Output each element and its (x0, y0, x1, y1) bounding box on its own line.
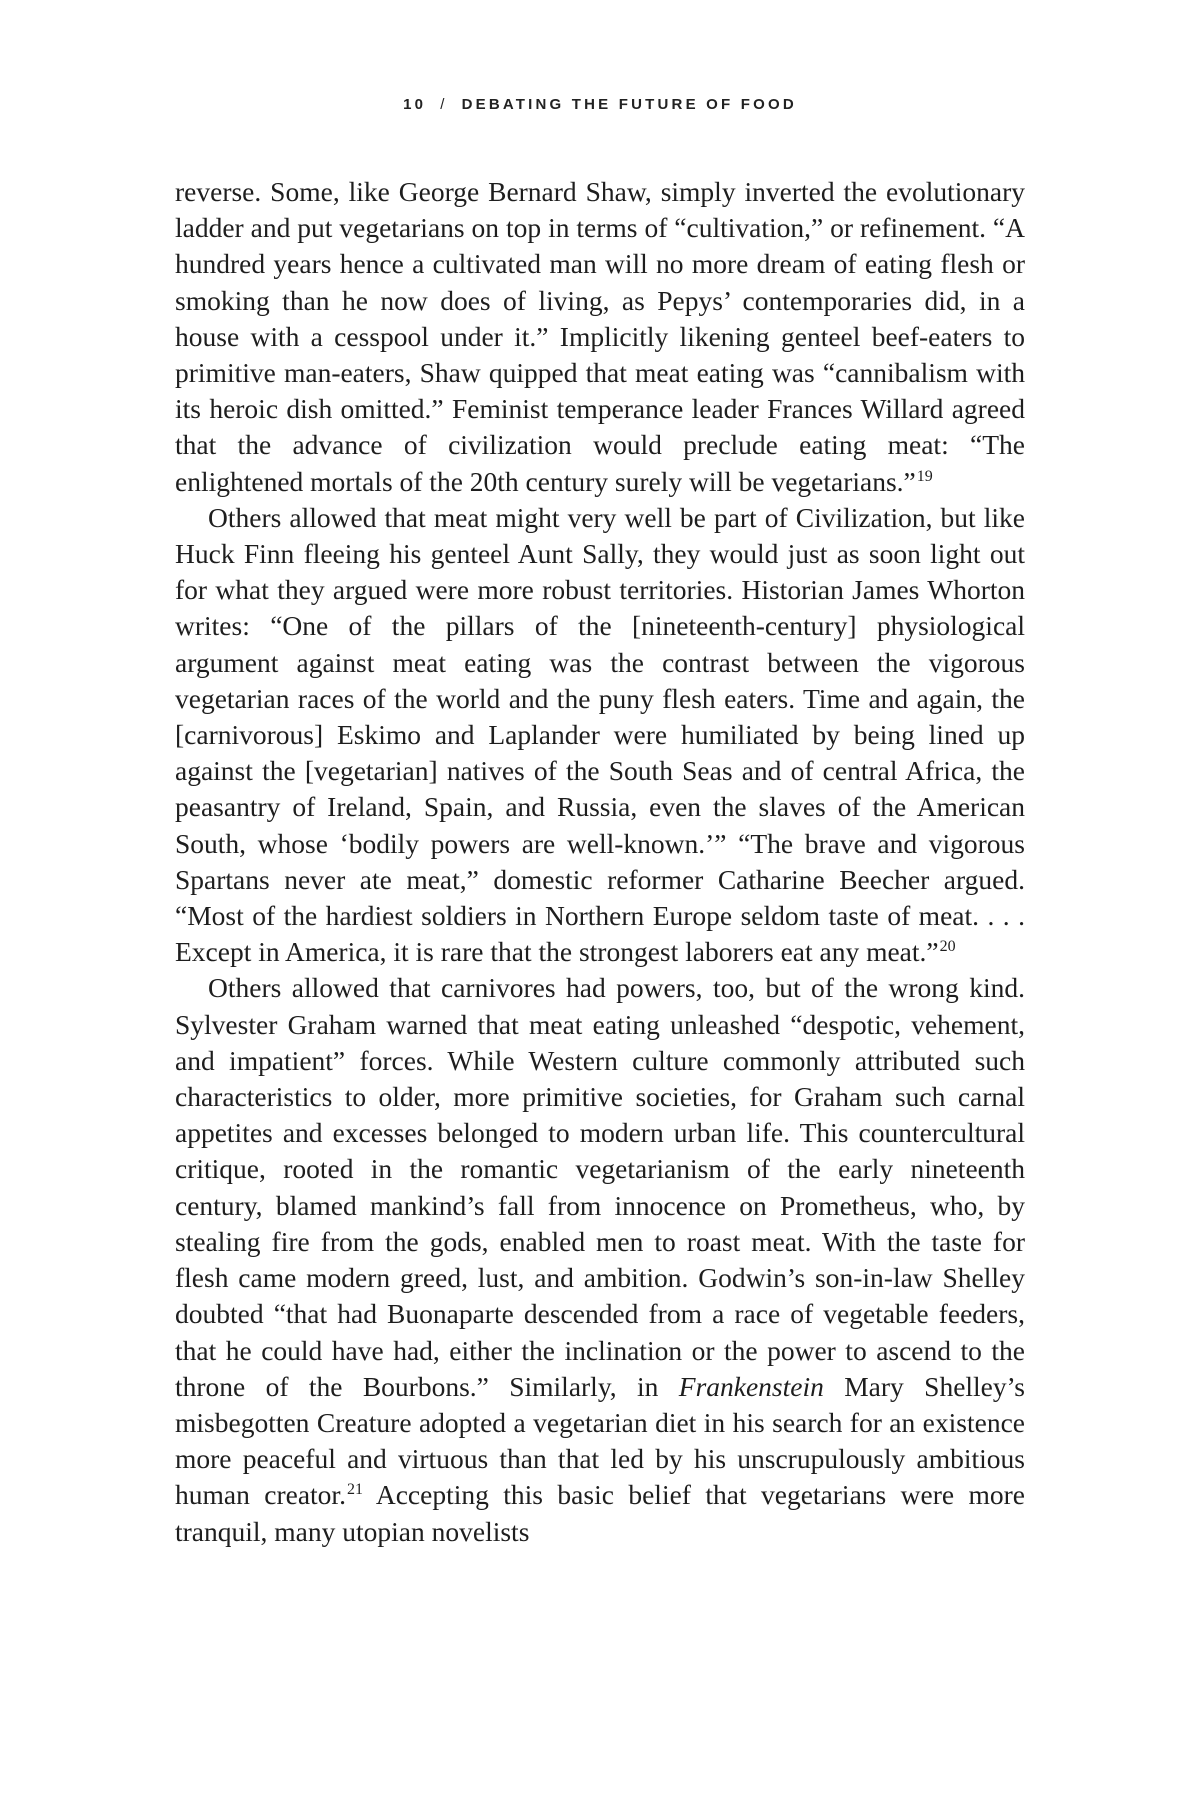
page-number: 10 (403, 96, 427, 113)
italic-title: Frankenstein (678, 1370, 824, 1402)
paragraph-text: reverse. Some, like George Bernard Shaw, simply inverted the evolutionary ladder and put vegetarians on top in terms of “cultivation,” or refinement. “A hundred years hence a cultivated man will no more dream of eating flesh or smoking than he now does of living, as Pepys’ contemporaries did, in a house with a cesspool under it.” Implicitly likening genteel beef-eaters to primitive man-eaters, Shaw quipped that meat eating was “cannibalism with its heroic dish omitted.” Feminist temperance leader Frances Willard agreed that the advance of civilization would preclude eating meat: “The enlightened mortals of the 20th century surely will be vegetarians.” (175, 176, 1025, 497)
paragraph-text: Accepting this basic belief that vegetarians were more tranquil, many utopian novelists (175, 1479, 1025, 1547)
running-head-separator: / (440, 96, 448, 113)
paragraph-text: Others allowed that carnivores had powers, too, but of the wrong kind. Sylvester Graham warned that meat eating unleashed “despotic, vehement, and impatient” forces. While Western culture commonly attributed such characteristics to older, more primitive societies, for Graham such carnal appetites and excesses belonged to modern urban life. This countercultural critique, rooted in the romantic vegetarianism of the early nineteenth century, blamed mankind’s fall from innocence on Prometheus, who, by stealing fire from the gods, enabled men to roast meat. With the taste for flesh came modern greed, lust, and ambition. Godwin’s son-in-law Shelley doubted “that had Buonaparte descended from a race of vegetable feeders, that he could have had, either the inclination or the power to ascend to the throne of the Bourbons.” Similarly, in (175, 972, 1025, 1402)
footnote-marker: 21 (346, 1481, 363, 1499)
running-head (0, 96, 1200, 113)
chapter-title: DEBATING THE FUTURE OF FOOD (461, 96, 797, 113)
paragraph-3 (175, 970, 1025, 1549)
footnote-marker: 19 (916, 467, 933, 485)
paragraph-2 (175, 500, 1025, 971)
body-text (175, 174, 1025, 1550)
footnote-marker: 20 (939, 938, 956, 956)
paragraph-text: Others allowed that meat might very well be part of Civilization, but like Huck Finn fleeing his genteel Aunt Sally, they would just as soon light out for what they argued were more robust territories. Historian James Whorton writes: “One of the pillars of the [nineteenth-century] physiological argument against meat eating was the contrast between the vigorous vegetarian races of the world and the puny flesh eaters. Time and again, the [carnivorous] Eskimo and Laplander were humiliated by being lined up against the [vegetarian] natives of the South Seas and of central Africa, the peasantry of Ireland, Spain, and Russia, even the slaves of the American South, whose ‘bodily powers are well-known.’” “The brave and vigorous Spartans never ate meat,” domestic reformer Catharine Beecher argued. “Most of the hardiest soldiers in Northern Europe seldom taste of meat. . . . Except in America, it is rare that the strongest laborers eat any meat.” (175, 501, 1025, 968)
paragraph-text: Mary Shelley’s misbegotten Creature adopted a vegetarian diet in his search for an existence more peaceful and virtuous than that led by his unscrupulously ambitious human creator. (175, 1370, 1025, 1511)
paragraph-1 (175, 174, 1025, 500)
